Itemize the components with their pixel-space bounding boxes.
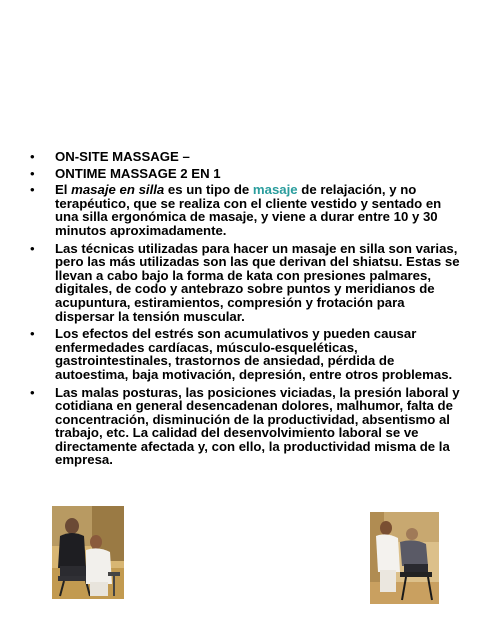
bullet-item xyxy=(30,242,460,324)
bullet-item xyxy=(30,167,460,181)
masaje-link[interactable]: masaje xyxy=(252,182,298,198)
bullet-dot: • xyxy=(30,384,35,400)
bullet-dot: • xyxy=(30,165,35,181)
bullet-item xyxy=(30,150,460,164)
bullet-list xyxy=(30,150,460,471)
massage-photo-left xyxy=(52,506,124,599)
bullet-text: ON-SITE MASSAGE – xyxy=(55,149,190,164)
massage-photo-left-image xyxy=(52,506,124,599)
bullet-text: ONTIME MASSAGE 2 EN 1 xyxy=(55,165,221,181)
bullet-text-post: de relajación, y no terapéutico, que se realiza con el cliente vestido y sentado en una silla ergonómica de masaje, y viene a durar entre 10 y 30 minutos aproximadamente. xyxy=(55,182,442,238)
bullet-text-italic: masaje en silla xyxy=(71,182,165,198)
massage-photo-right xyxy=(370,512,439,604)
bullet-text-pre: El xyxy=(55,182,72,198)
bullet-text: Los efectos del estrés son acumulativos y pueden causar enfermedades cardíacas, músculo-esqueléticas, gastrointestinales, trastornos de ansiedad, pérdida de autoestima, baja motivación, depresión, entre otros problemas. xyxy=(55,326,453,382)
bullet-dot: • xyxy=(30,326,35,342)
bullet-item xyxy=(30,327,460,381)
bullet-text: Las técnicas utilizadas para hacer un masaje en silla son varias, pero las más utilizadas son las que derivan del shiatsu. Estas se llevan a cabo bajo la forma de kata con presiones palmares, digitales, de codo y antebrazo sobre puntos y meridianos de acupuntura, estiramientos, compresión y frotación para dispersar la tensión muscular. xyxy=(55,240,460,324)
bullet-text-mid: es un tipo de xyxy=(164,182,253,198)
bullet-item xyxy=(30,386,460,468)
bullet-dot: • xyxy=(30,182,35,198)
bullet-item xyxy=(30,183,460,237)
bullet-dot: • xyxy=(30,149,35,164)
massage-photo-right-image xyxy=(370,512,439,604)
bullet-dot: • xyxy=(30,240,35,256)
bullet-text: Las malas posturas, las posiciones viciadas, la presión laboral y cotidiana en general desencadenan dolores, malhumor, falta de concentración, disminución de la productividad, absentismo al trabajo, etc. La calidad del desenvolvimiento laboral se ve directamente afectada y, con ello, la productividad misma de la empresa. xyxy=(55,384,460,468)
